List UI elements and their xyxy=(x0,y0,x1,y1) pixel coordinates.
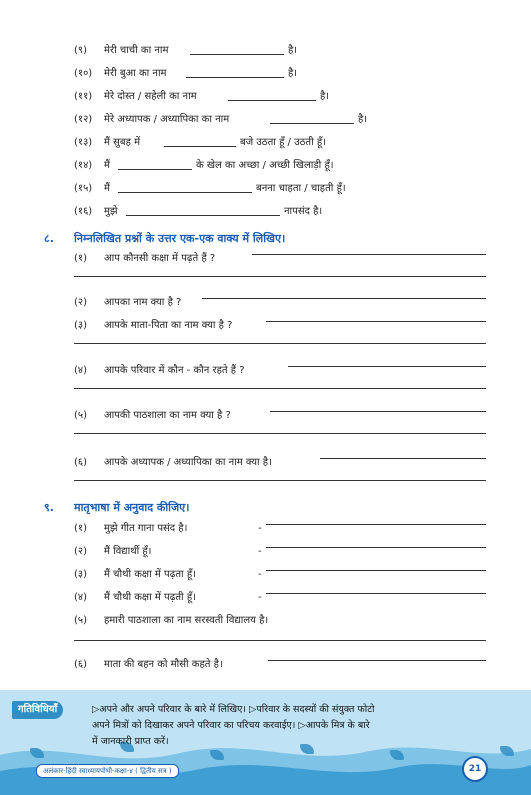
section-number: ९. xyxy=(44,501,54,514)
answer-line[interactable] xyxy=(266,547,486,548)
answer-line[interactable] xyxy=(266,593,486,594)
activity-line-2: अपने मित्रों को दिखाकर अपने परिवार का परिचय करवाईए। ▷आपके मित्र के बारे xyxy=(92,720,370,731)
item-suffix: है। xyxy=(288,45,298,56)
item-text: मैं सुबह में xyxy=(104,137,141,148)
sentence-text: मैं चौथी कक्षा में पढ़ता हूँ। xyxy=(104,569,196,580)
answer-line[interactable] xyxy=(252,254,486,255)
answer-line[interactable] xyxy=(320,458,486,459)
item-suffix: बजे उठता हूँ / उठती हूँ। xyxy=(240,137,326,148)
answer-line[interactable] xyxy=(268,660,486,661)
dash: - xyxy=(258,523,262,534)
translation-row xyxy=(0,591,531,611)
item-text: मैं xyxy=(104,183,110,194)
fill-item xyxy=(0,67,531,87)
translation-row xyxy=(0,545,531,565)
sentence-text: माता की बहन को मौसी कहते है। xyxy=(104,659,223,670)
question-text: आपकी पाठशाला का नाम क्या है ? xyxy=(104,410,231,421)
question-number: (१) xyxy=(74,253,88,264)
item-number: (१६) xyxy=(74,206,93,217)
fill-item xyxy=(0,159,531,179)
dash: - xyxy=(258,546,262,557)
answer-line[interactable] xyxy=(288,366,486,367)
item-text: मेरी चाची का नाम xyxy=(104,45,169,56)
answer-line[interactable] xyxy=(74,480,486,481)
activity-footer xyxy=(0,690,531,795)
answer-blank[interactable] xyxy=(126,215,280,216)
fill-item xyxy=(0,113,531,133)
item-number: (३) xyxy=(74,569,88,580)
question-text: आपके परिवार में कौन - कौन रहते हैं ? xyxy=(104,365,245,376)
fill-item xyxy=(0,182,531,202)
answer-line[interactable] xyxy=(270,411,486,412)
question-number: (३) xyxy=(74,320,88,331)
translation-row xyxy=(0,614,531,634)
item-text: मेरे दोस्त / सहेली का नाम xyxy=(104,91,197,102)
question-text: आपका नाम क्या है ? xyxy=(104,297,182,308)
question-text: आप कौनसी कक्षा में पढ़ते हैं ? xyxy=(104,253,216,264)
answer-blank[interactable] xyxy=(164,146,236,147)
answer-blank[interactable] xyxy=(186,77,284,78)
fill-item xyxy=(0,44,531,64)
answer-line[interactable] xyxy=(266,524,486,525)
dash: - xyxy=(258,592,262,603)
sentence-text: हमारी पाठशाला का नाम सरस्वती विद्यालय है। xyxy=(104,615,269,626)
translation-row xyxy=(0,522,531,542)
question-row xyxy=(0,364,531,384)
item-number: (९) xyxy=(74,45,88,56)
section-title: मातृभाषा में अनुवाद कीजिए। xyxy=(74,501,190,514)
answer-line[interactable] xyxy=(74,343,486,344)
answer-line[interactable] xyxy=(202,298,486,299)
item-text: मुझे xyxy=(104,206,118,217)
question-number: (२) xyxy=(74,297,88,308)
item-number: (१०) xyxy=(74,68,93,79)
question-row xyxy=(0,319,531,339)
item-text: मेरे अध्यापक / अध्यापिका का नाम xyxy=(104,114,230,125)
answer-blank[interactable] xyxy=(118,192,252,193)
item-suffix: के खेल का अच्छा / अच्छी खिलाड़ी हूँ। xyxy=(196,160,334,171)
sentence-text: मैं चौथी कक्षा में पढ़ती हूँ। xyxy=(104,592,196,603)
fill-item xyxy=(0,136,531,156)
question-text: आपके माता-पिता का नाम क्या है ? xyxy=(104,320,233,331)
answer-line[interactable] xyxy=(74,388,486,389)
item-text: मैं xyxy=(104,160,110,171)
item-number: (६) xyxy=(74,659,88,670)
item-number: (५) xyxy=(74,615,88,626)
answer-line[interactable] xyxy=(74,433,486,434)
answer-blank[interactable] xyxy=(270,123,354,124)
item-number: (१२) xyxy=(74,114,93,125)
question-number: (६) xyxy=(74,457,88,468)
section-number: ८. xyxy=(44,232,54,245)
translation-row xyxy=(0,568,531,588)
item-suffix: है। xyxy=(358,114,368,125)
dash: - xyxy=(258,569,262,580)
item-number: (१५) xyxy=(74,183,93,194)
item-number: (२) xyxy=(74,546,88,557)
question-number: (४) xyxy=(74,365,88,376)
activity-label: गतिविधियाँ xyxy=(12,701,63,719)
item-suffix: है। xyxy=(288,68,298,79)
book-title: अलंकार-हिंदी स्वाध्यायपोथी-कक्षा-४ ( द्वितीय सत्र ) xyxy=(36,764,179,778)
item-text: मेरी बुआ का नाम xyxy=(104,68,167,79)
page-number: 21 xyxy=(462,756,488,782)
question-row xyxy=(0,252,531,272)
question-number: (५) xyxy=(74,410,88,421)
item-number: (१) xyxy=(74,523,88,534)
item-suffix: है। xyxy=(320,91,330,102)
answer-line[interactable] xyxy=(266,570,486,571)
section-title: निम्नलिखित प्रश्नों के उत्तर एक-एक वाक्य में लिखिए। xyxy=(74,232,286,245)
fill-item xyxy=(0,205,531,225)
item-number: (११) xyxy=(74,91,93,102)
answer-line[interactable] xyxy=(266,321,486,322)
sentence-text: मैं विद्यार्थी हूँ। xyxy=(104,546,152,557)
answer-blank[interactable] xyxy=(228,100,316,101)
question-row xyxy=(0,456,531,476)
item-number: (१४) xyxy=(74,160,93,171)
question-row xyxy=(0,409,531,429)
answer-line[interactable] xyxy=(74,276,486,277)
activity-line-1: ▷अपने और अपने परिवार के बारे में लिखिए। ▷परिवार के सदस्यों की संयुक्त फोटो xyxy=(92,704,375,715)
item-suffix: नापसंद है। xyxy=(284,206,323,217)
fill-item xyxy=(0,90,531,110)
answer-blank[interactable] xyxy=(118,169,192,170)
activity-line-3: में जानकारी प्राप्त करें। xyxy=(92,736,169,747)
translation-row xyxy=(0,658,531,678)
item-suffix: बनना चाहता / चाहती हूँ। xyxy=(256,183,346,194)
question-row xyxy=(0,296,531,316)
answer-line[interactable] xyxy=(74,640,486,641)
sentence-text: मुझे गीत गाना पसंद है। xyxy=(104,523,188,534)
answer-blank[interactable] xyxy=(190,54,284,55)
item-number: (१३) xyxy=(74,137,93,148)
item-number: (४) xyxy=(74,592,88,603)
question-text: आपके अध्यापक / अध्यापिका का नाम क्या है। xyxy=(104,457,272,468)
